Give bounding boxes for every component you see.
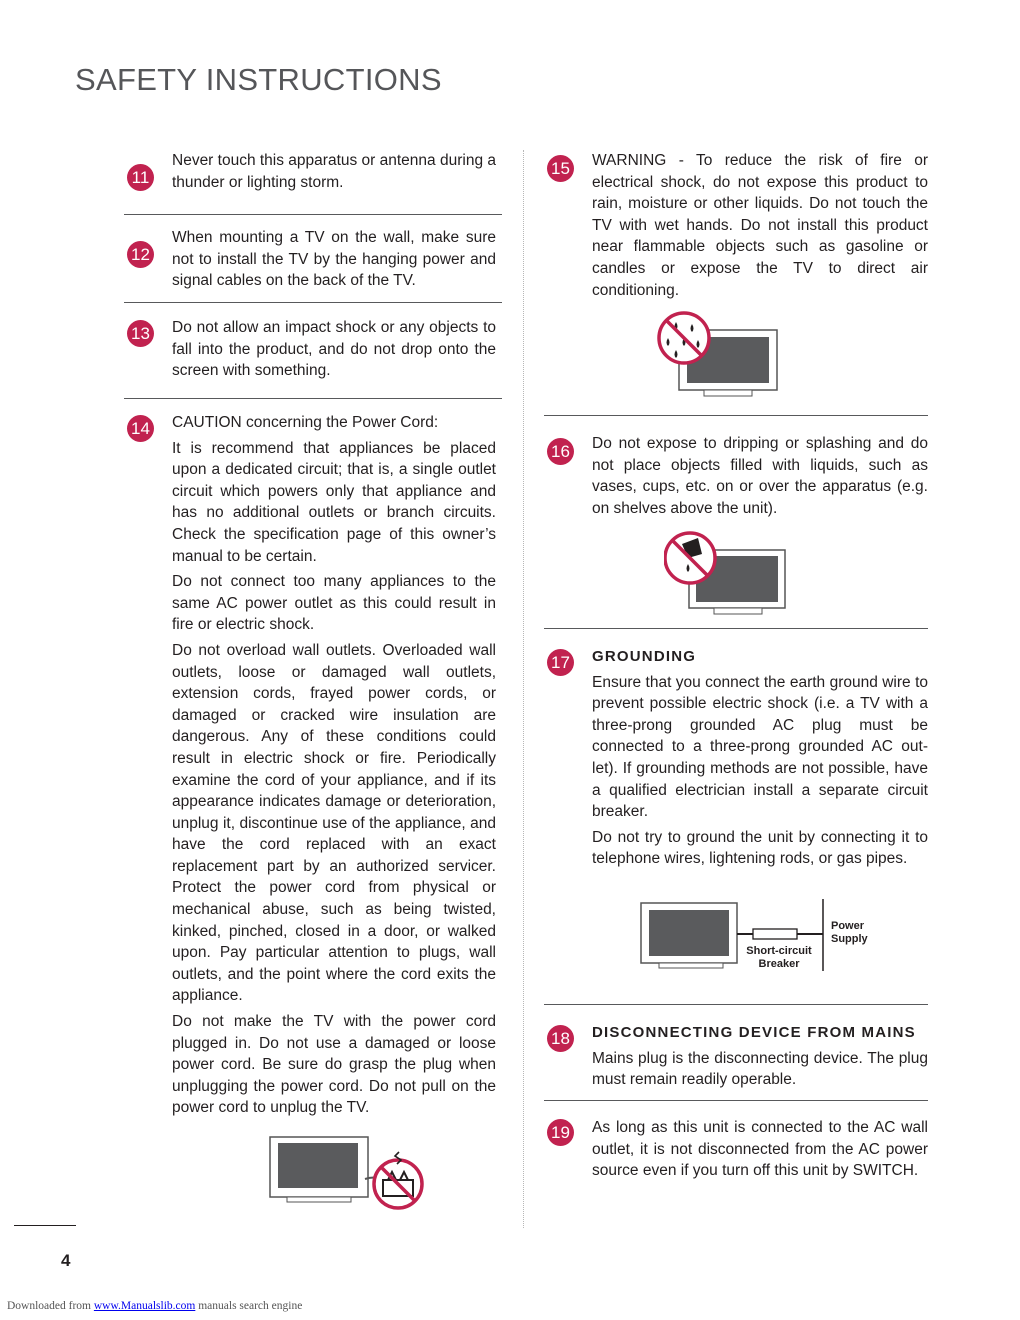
item-number-badge: 11 <box>127 164 154 191</box>
item-text: As long as this unit is connected to the AC wall outlet, it is not disconnected from the AC power source even if you turn off this unit by SWITCH. <box>592 1119 928 1180</box>
item-11 <box>124 150 502 215</box>
breaker-label: Breaker <box>758 958 800 970</box>
item-number-badge: 15 <box>547 155 574 182</box>
section-heading: GROUNDING <box>592 648 697 665</box>
item-14 <box>124 399 502 1119</box>
supply-label: Supply <box>831 933 868 945</box>
item-17 <box>544 629 928 1005</box>
caution-title: CAUTION concerning the Power Cord: <box>172 414 439 431</box>
paragraph: Do not overload wall outlets. Overloaded wall outlets, loose or damaged wall outlets, extension cords, frayed power cords, or damaged or cracked wire insulation are dangerous. Any of these conditions could result in electric shock or fire. Periodically examine the cord of your appliance, and if its appearance indicates damage or deterioration, unplug it, discontinue use of the appliance, and have the cord replaced with an exact replacement part by an authorized servicer. Protect the power cord from physical or mechanical abuse, such as being twisted, kinked, pinched, closed in a door, or walked upon. Pay particular attention to plugs, wall outlets, and the point where the cord exits the appliance. <box>172 641 496 1005</box>
grounding-diagram <box>639 899 869 979</box>
paragraph: Mains plug is the disconnecting device. The plug must remain readily operable. <box>592 1049 928 1089</box>
item-number-badge: 18 <box>547 1025 574 1052</box>
item-number-badge: 12 <box>127 241 154 268</box>
item-text: Do not allow an impact shock or any objects to fall into the product, and do not drop onto the screen with something. <box>172 319 496 380</box>
section-heading: DISCONNECTING DEVICE FROM MAINS <box>592 1024 916 1041</box>
page-title: SAFETY INSTRUCTIONS <box>75 62 442 97</box>
item-text <box>592 1022 928 1091</box>
item-text <box>592 646 928 870</box>
item-number-badge: 14 <box>127 415 154 442</box>
item-13 <box>124 303 502 399</box>
paragraph: Do not try to ground the unit by connecting it to telephone wires, lightening rods, or gas pipes. <box>592 828 928 868</box>
short-circuit-label: Short-circuit <box>746 945 812 957</box>
column-divider <box>523 150 524 1228</box>
tv-liquid-illustration <box>664 528 794 616</box>
item-text: Never touch this apparatus or antenna during a thunder or lighting storm. <box>172 152 496 191</box>
download-suffix: manuals search engine <box>198 1300 303 1312</box>
page-number: 4 <box>61 1251 71 1270</box>
prohibition-icon <box>659 313 709 363</box>
item-text: When mounting a TV on the wall, make sure not to install the TV by the hanging power and signal cables on the back of the TV. <box>172 229 496 290</box>
tv-power-cord-illustration <box>265 1134 430 1214</box>
item-16 <box>544 416 928 629</box>
right-column <box>544 150 928 1182</box>
item-text: WARNING - To reduce the risk of fire or electrical shock, do not expose this product to rain, moisture or other liquids. Do not touch the TV with wet hands. Do not install this product near flammable objects such as gasoline or candles or expose the TV to direct air conditioning. <box>592 152 928 299</box>
item-15 <box>544 150 928 416</box>
paragraph: It is recommend that appliances be placed upon a dedicated circuit; that is, a single outlet circuit which powers only that appliance and has no additional outlets or branch circuits. Check the specification page of this owner’s manual to be certain. <box>172 439 496 565</box>
item-18 <box>544 1005 928 1101</box>
tv-rain-illustration <box>654 310 784 398</box>
download-prefix: Downloaded from <box>7 1300 91 1312</box>
download-note <box>7 1300 302 1312</box>
manualslib-link[interactable]: www.Manualslib.com <box>93 1300 196 1312</box>
item-19 <box>544 1101 928 1182</box>
item-12 <box>124 215 502 303</box>
item-text: Do not expose to dripping or splashing and do not place objects filled with liquids, such as vases, cups, etc. on or over the apparatus (e.g. on shelves above the unit). <box>592 435 928 517</box>
power-label: Power <box>831 920 865 932</box>
prohibition-icon <box>374 1152 422 1208</box>
item-number-badge: 13 <box>127 320 154 347</box>
footer-rule <box>14 1225 76 1226</box>
breaker-icon <box>753 929 797 939</box>
paragraph: Ensure that you connect the earth ground wire to prevent possible electric shock (i.e. a TV with a three-prong grounded AC plug must be connected to a three-prong grounded AC out-let). If grounding methods are not possible, have a qualified electrician install a separate circuit breaker. <box>592 673 928 821</box>
paragraph: Do not make the TV with the power cord plugged in. Do not use a damaged or loose power cord. Be sure do grasp the plug when unplugging the power cord. Do not pull on the power cord to unplug the TV. <box>172 1013 496 1117</box>
paragraph: Do not connect too many appliances to the same AC power outlet as this could result in fire or electric shock. <box>172 573 496 634</box>
left-column <box>124 150 502 1123</box>
prohibition-icon <box>665 533 715 583</box>
item-text <box>172 412 502 1119</box>
item-number-badge: 17 <box>547 649 574 676</box>
item-number-badge: 16 <box>547 438 574 465</box>
item-number-badge: 19 <box>547 1119 574 1146</box>
